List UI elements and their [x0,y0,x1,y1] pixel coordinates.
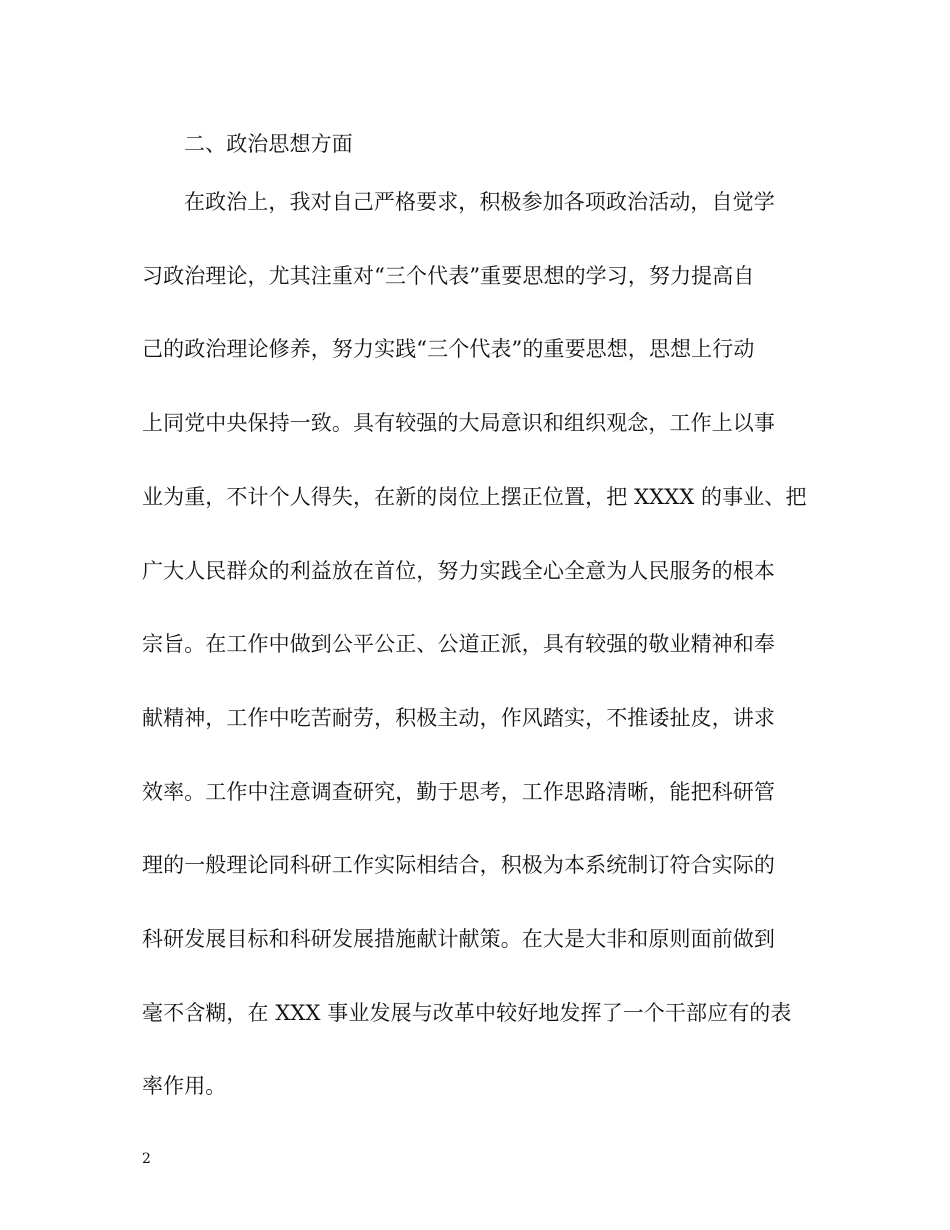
paragraph-line-12: 毫不含糊，在 XXX 事业发展与改革中较好地发挥了一个干部应有的表 [142,1001,792,1025]
paragraph-line-3: 己的政治理论修养，努力实践“三个代表”的重要思想，思想上行动 [142,337,755,361]
paragraph-line-11: 科研发展目标和科研发展措施献计献策。在大是大非和原则面前做到 [142,927,775,951]
paragraph-line-7: 宗旨。在工作中做到公平公正、公道正派，具有较强的敬业精神和奉 [142,632,775,656]
paragraph-line-4: 上同党中央保持一致。具有较强的大局意识和组织观念，工作上以事 [142,411,775,435]
section-heading: 二、政治思想方面 [184,132,353,156]
paragraph-line-10: 理的一般理论同科研工作实际相结合，积极为本系统制订符合实际的 [142,853,775,877]
paragraph-line-13: 率作用。 [142,1074,227,1098]
paragraph-line-2: 习政治理论，尤其注重对“三个代表”重要思想的学习，努力提高自 [142,264,755,288]
paragraph-line-9: 效率。工作中注意调查研究，勤于思考，工作思路清晰，能把科研管 [142,780,775,804]
page-number: 2 [142,1151,151,1167]
paragraph-line-5: 业为重，不计个人得失，在新的岗位上摆正位置，把 XXXX 的事业、把 [142,485,807,509]
paragraph-line-1: 在政治上，我对自己严格要求，积极参加各项政治活动，自觉学 [184,190,775,214]
paragraph-line-6: 广大人民群众的利益放在首位，努力实践全心全意为人民服务的根本 [142,559,775,583]
paragraph-line-8: 献精神，工作中吃苦耐劳，积极主动，作风踏实，不推诿扯皮，讲求 [142,706,775,730]
